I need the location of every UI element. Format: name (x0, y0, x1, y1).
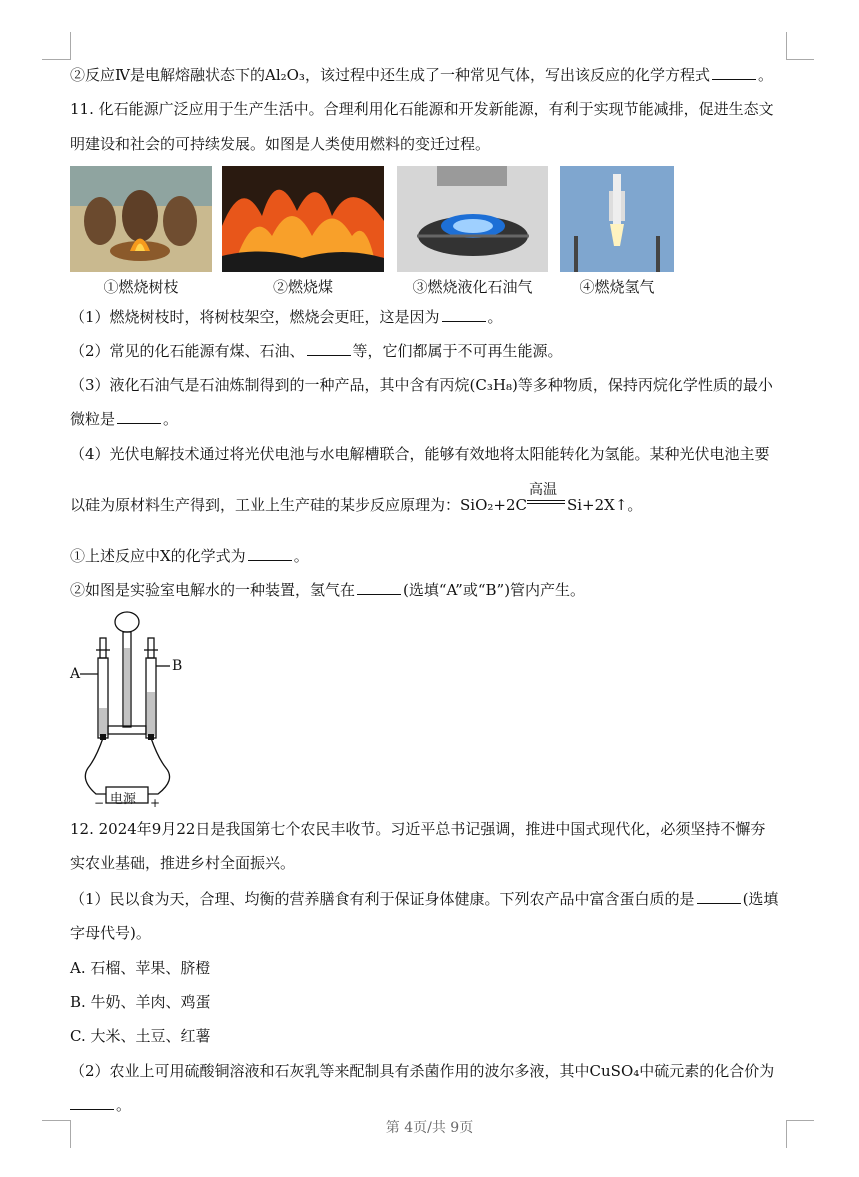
caption-3: ③燃烧液化石油气 (412, 278, 533, 296)
caption-1: ①燃烧树枝 (103, 278, 179, 296)
question-12-intro: 实农业基础，推进乡村全面振兴。 (70, 854, 296, 872)
answer-blank[interactable] (442, 307, 486, 322)
answer-blank[interactable] (697, 889, 741, 904)
question-12-1: 字母代号)。 (70, 924, 151, 942)
question-12-2: 。 (70, 1094, 790, 1116)
option-b[interactable]: B. 牛奶、羊肉、鸡蛋 (70, 993, 211, 1011)
tube-a-label: A (70, 666, 81, 682)
photo-rocket-launch (560, 166, 674, 272)
question-12-1: （1）民以食为天，合理、均衡的营养膳食有利于保证身体健康。下列农产品中富含蛋白质的是 (选填 (70, 890, 779, 908)
crop-mark (70, 32, 71, 60)
crop-mark (786, 59, 814, 60)
question-11-intro: 11. 化石能源广泛应用于生产生活中。合理利用化石能源和开发新能源，有利于实现节能减排，促进生态文 (70, 100, 774, 118)
crop-mark (786, 32, 787, 60)
sub-question-4: 以硅为原材料生产得到，工业上生产硅的某步反应原理为：SiO₂+2C 高温 Si+2X↑。 (70, 494, 790, 516)
sub-question-2: （2）常见的化石能源有煤、石油、 等，它们都属于不可再生能源。 (70, 342, 563, 360)
answer-blank[interactable] (712, 65, 756, 80)
text-line: ②反应Ⅳ是电解熔融状态下的Al₂O₃，该过程中还生成了一种常见气体，写出该反应的化学方程式 。 (70, 66, 773, 84)
electrolysis-apparatus-diagram (66, 608, 196, 813)
equals-sign (527, 500, 565, 504)
caption-2: ②燃烧煤 (272, 278, 333, 296)
sub-question-4: （4）光伏电解技术通过将光伏电池与水电解槽联合，能够有效地将太阳能转化为氢能。某种光伏电池主要 (70, 445, 770, 463)
option-a[interactable]: A. 石榴、苹果、脐橙 (70, 959, 211, 977)
power-label: 电源 (110, 792, 137, 807)
sub-question-3: （3）液化石油气是石油炼制得到的一种产品，其中含有丙烷(C₃H₈)等多种物质，保持丙烷化学性质的最小 (70, 376, 773, 394)
sub-question-4-1: ①上述反应中X的化学式为 。 (70, 547, 309, 565)
answer-blank[interactable] (248, 546, 292, 561)
answer-blank[interactable] (307, 341, 351, 356)
question-12-2: （2）农业上可用硫酸铜溶液和石灰乳等来配制具有杀菌作用的波尔多液，其中CuSO₄中硫元素的化合价为 (70, 1062, 775, 1080)
page-footer: 第 4页/共 9页 (385, 1120, 474, 1136)
sub-question-3: 微粒是 。 (70, 410, 179, 428)
question-11-intro: 明建设和社会的可持续发展。如图是人类使用燃料的变迁过程。 (70, 135, 491, 153)
reaction-condition: 高温 (528, 482, 557, 498)
sub-question-1: （1）燃烧树枝时，将树枝架空，燃烧会更旺，这是因为 。 (70, 308, 503, 326)
photo-gas-stove (397, 166, 548, 272)
photo-burning-branches (70, 166, 212, 272)
caption-4: ④燃烧氢气 (579, 278, 655, 296)
tube-b-label: B (172, 658, 183, 674)
plus-sign: + (150, 796, 161, 810)
question-12-intro: 12. 2024年9月22日是我国第七个农民丰收节。习近平总书记强调，推进中国式现代化，必须坚持不懈夯 (70, 820, 766, 838)
answer-blank[interactable] (357, 580, 401, 595)
answer-blank[interactable] (70, 1095, 114, 1110)
option-c[interactable]: C. 大米、土豆、红薯 (70, 1027, 211, 1045)
crop-mark (42, 59, 70, 60)
sub-question-4-2: ②如图是实验室电解水的一种装置，氢气在 (选填“A”或“B”)管内产生。 (70, 581, 586, 599)
answer-blank[interactable] (117, 409, 161, 424)
minus-sign: − (94, 796, 105, 810)
photo-burning-coal (222, 166, 384, 272)
